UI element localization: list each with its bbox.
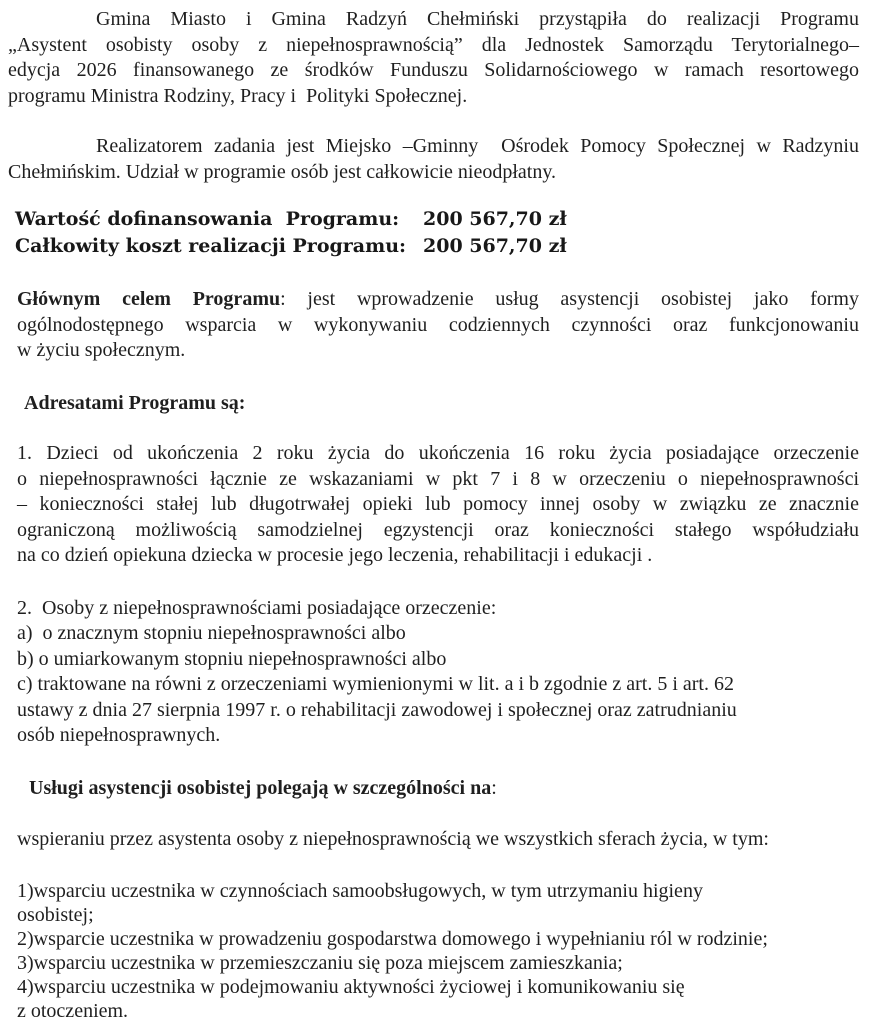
funding-value: 200 567,70 zł [423, 208, 567, 230]
text-line: 1. Dzieci od ukończenia 2 roku życia do ukończenia 16 roku życia posiadające orzeczenie [17, 442, 859, 464]
text-line: ograniczoną możliwością samodzielnej egzystencji oraz konieczności stałego współudziału [17, 518, 859, 541]
text-line: „Asystent osobisty osoby z niepełnosprawnością” dla Jednostek Samorządu Terytorialnego– [8, 33, 859, 56]
service-line: 3)wsparciu uczestnika w przemieszczaniu się poza miejscem zamieszkania; [17, 951, 623, 974]
text-line: ustawy z dnia 27 sierpnia 1997 r. o rehabilitacji zawodowej i społecznej oraz zatrudnianiu [17, 698, 737, 721]
text-line: na co dzień opiekuna dziecka w procesie jego leczenia, rehabilitacji i edukacji . [17, 544, 653, 566]
services-intro: wspieraniu przez asystenta osoby z niepełnosprawnością we wszystkich sferach życia, w tym: [17, 828, 769, 850]
text-line: w życiu społecznym. [17, 339, 186, 361]
service-line: osobistej; [17, 903, 94, 926]
text-line: 2. Osoby z niepełnosprawnościami posiadające orzeczenie: [17, 596, 497, 619]
services-heading-colon: : [491, 776, 497, 799]
text-line: c) traktowane na równi z orzeczeniami wymienionymi w lit. a i b zgodnie z art. 5 i art. 62 [17, 673, 734, 695]
text-line: b) o umiarkowanym stopniu niepełnosprawności albo [17, 647, 447, 670]
text-line [17, 287, 859, 313]
recipients-heading: Adresatami Programu są: [24, 391, 246, 414]
intro-paragraph [8, 7, 859, 109]
main-goal-rest: : jest wprowadzenie usług asystencji osobistej jako formy [280, 288, 859, 310]
text-line: ogólnodostępnego wsparcia w wykonywaniu codziennych czynności oraz funkcjonowaniu [17, 313, 859, 336]
recipient-item-1 [17, 441, 859, 569]
service-line: 2)wsparcie uczestnika w prowadzeniu gospodarstwa domowego i wypełnianiu ról w rodzinie; [17, 927, 768, 950]
text-line: edycja 2026 finansowanego ze środków Funduszu Solidarnościowego w ramach resortowego [8, 59, 859, 81]
realizer-paragraph [8, 134, 859, 185]
funding-row [15, 206, 859, 233]
main-goal-paragraph [17, 287, 859, 364]
text-line: a) o znacznym stopniu niepełnosprawności albo [17, 622, 406, 644]
text-line: osób niepełnosprawnych. [17, 724, 221, 746]
service-line: z otoczeniem. [17, 999, 129, 1022]
funding-label: Wartość dofinansowania Programu: [15, 208, 400, 230]
service-line: 1)wsparciu uczestnika w czynnościach samoobsługowych, w tym utrzymaniu higieny [17, 879, 703, 902]
recipient-item-2 [17, 596, 859, 749]
services-heading [29, 776, 859, 802]
text-line: programu Ministra Rodziny, Pracy i Polityki Społecznej. [8, 84, 468, 107]
text-line: Chełmińskim. Udział w programie osób jest całkowicie nieodpłatny. [8, 160, 557, 183]
total-cost-row [15, 233, 859, 260]
text-line: Realizatorem zadania jest Miejsko –Gminny Ośrodek Pomocy Społecznej w Radzyniu [96, 135, 859, 157]
text-line: Gmina Miasto i Gmina Radzyń Chełmiński przystąpiła do realizacji Programu [96, 8, 859, 30]
services-heading-lead: Usługi asystencji osobistej polegają w szczególności na [29, 776, 492, 799]
cost-block [15, 206, 859, 260]
service-line: 4)wsparciu uczestnika w podejmowaniu aktywności życiowej i komunikowaniu się [17, 975, 685, 998]
total-cost-label: Całkowity koszt realizacji Programu: [15, 235, 407, 257]
text-line: o niepełnosprawności łącznie ze wskazaniami w pkt 7 i 8 w orzeczeniu o niepełnosprawności [17, 467, 859, 490]
main-goal-lead: Głównym celem Programu [17, 288, 281, 310]
text-line: – konieczności stałej lub długotrwałej opieki lub pomocy innej osoby w związku ze znacznie [17, 493, 859, 515]
services-list [17, 879, 859, 1023]
total-cost-value: 200 567,70 zł [423, 235, 567, 257]
